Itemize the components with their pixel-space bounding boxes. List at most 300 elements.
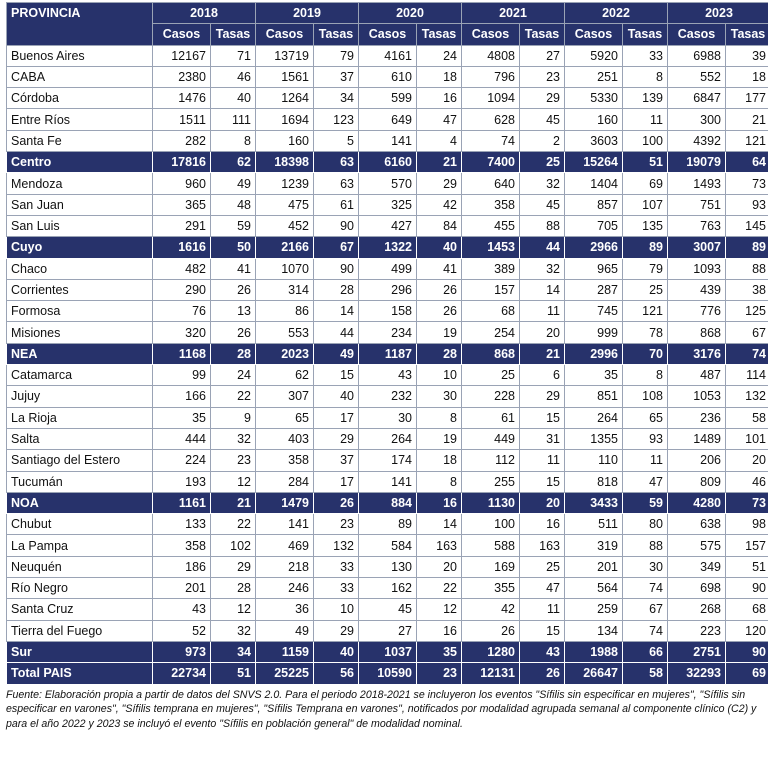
tasas-cell: 108 (623, 386, 668, 407)
casos-cell: 857 (565, 194, 623, 215)
tasas-cell: 5 (314, 130, 359, 151)
casos-cell: 218 (256, 556, 314, 577)
casos-cell: 3603 (565, 130, 623, 151)
tasas-cell: 62 (211, 152, 256, 173)
casos-cell: 27 (359, 620, 417, 641)
province-name: Tierra del Fuego (7, 620, 153, 641)
tasas-cell: 22 (417, 578, 462, 599)
tasas-cell: 11 (520, 599, 565, 620)
casos-cell: 6847 (668, 88, 726, 109)
table-row (7, 620, 768, 641)
tasas-cell: 61 (314, 194, 359, 215)
casos-cell: 452 (256, 215, 314, 236)
tasas-cell: 50 (211, 237, 256, 258)
tasas-cell: 25 (520, 152, 565, 173)
casos-cell: 76 (153, 301, 211, 322)
tasas-cell: 107 (623, 194, 668, 215)
tasas-cell: 22 (211, 514, 256, 535)
tasas-cell: 90 (726, 641, 768, 662)
casos-cell: 3007 (668, 237, 726, 258)
tasas-cell: 78 (623, 322, 668, 343)
tasas-cell: 18 (726, 66, 768, 87)
table-row (7, 258, 768, 279)
casos-cell: 7400 (462, 152, 520, 173)
casos-cell: 325 (359, 194, 417, 215)
tasas-header: Tasas (417, 24, 462, 45)
tasas-cell: 79 (623, 258, 668, 279)
casos-cell: 1280 (462, 641, 520, 662)
tasas-cell: 40 (211, 88, 256, 109)
table-row (7, 173, 768, 194)
tasas-cell: 63 (314, 173, 359, 194)
tasas-cell: 121 (623, 301, 668, 322)
tasas-header: Tasas (520, 24, 565, 45)
tasas-cell: 29 (417, 173, 462, 194)
tasas-cell: 35 (417, 641, 462, 662)
table-row (7, 471, 768, 492)
tasas-header: Tasas (726, 24, 768, 45)
tasas-cell: 65 (623, 407, 668, 428)
tasas-cell: 23 (211, 450, 256, 471)
tasas-cell: 89 (726, 237, 768, 258)
tasas-cell: 51 (623, 152, 668, 173)
table-header (7, 3, 768, 46)
tasas-cell: 33 (314, 556, 359, 577)
casos-cell: 26 (462, 620, 520, 641)
casos-cell: 45 (359, 599, 417, 620)
casos-cell: 160 (256, 130, 314, 151)
tasas-cell: 47 (520, 578, 565, 599)
region-name: NOA (7, 492, 153, 513)
casos-cell: 1322 (359, 237, 417, 258)
region-name: Sur (7, 641, 153, 662)
casos-cell: 4392 (668, 130, 726, 151)
table-row (7, 215, 768, 236)
table-row (7, 130, 768, 151)
tasas-cell: 23 (417, 663, 462, 684)
tasas-cell: 29 (520, 88, 565, 109)
region-subtotal-row (7, 343, 768, 364)
casos-cell: 284 (256, 471, 314, 492)
casos-cell: 868 (462, 343, 520, 364)
tasas-cell: 93 (726, 194, 768, 215)
table-row (7, 599, 768, 620)
tasas-cell: 21 (726, 109, 768, 130)
tasas-cell: 135 (623, 215, 668, 236)
casos-cell: 1239 (256, 173, 314, 194)
casos-cell: 223 (668, 620, 726, 641)
casos-cell: 228 (462, 386, 520, 407)
tasas-cell: 19 (417, 322, 462, 343)
tasas-cell: 177 (726, 88, 768, 109)
tasas-cell: 139 (623, 88, 668, 109)
tasas-cell: 58 (623, 663, 668, 684)
casos-cell: 2996 (565, 343, 623, 364)
tasas-cell: 8 (417, 471, 462, 492)
casos-cell: 705 (565, 215, 623, 236)
tasas-cell: 111 (211, 109, 256, 130)
tasas-cell: 23 (520, 66, 565, 87)
casos-cell: 296 (359, 279, 417, 300)
casos-cell: 259 (565, 599, 623, 620)
casos-cell: 61 (462, 407, 520, 428)
casos-cell: 5330 (565, 88, 623, 109)
tasas-cell: 26 (417, 301, 462, 322)
casos-header: Casos (359, 24, 417, 45)
tasas-cell: 16 (520, 514, 565, 535)
casos-cell: 745 (565, 301, 623, 322)
casos-cell: 1187 (359, 343, 417, 364)
tasas-cell: 29 (520, 386, 565, 407)
province-name: Entre Ríos (7, 109, 153, 130)
tasas-cell: 163 (417, 535, 462, 556)
casos-cell: 1476 (153, 88, 211, 109)
region-subtotal-row (7, 492, 768, 513)
province-name: Río Negro (7, 578, 153, 599)
region-subtotal-row (7, 152, 768, 173)
casos-cell: 475 (256, 194, 314, 215)
casos-cell: 112 (462, 450, 520, 471)
tasas-cell: 132 (314, 535, 359, 556)
casos-cell: 35 (153, 407, 211, 428)
casos-cell: 403 (256, 428, 314, 449)
tasas-cell: 30 (417, 386, 462, 407)
tasas-header: Tasas (211, 24, 256, 45)
casos-cell: 469 (256, 535, 314, 556)
casos-cell: 868 (668, 322, 726, 343)
province-name: Chubut (7, 514, 153, 535)
casos-cell: 193 (153, 471, 211, 492)
tasas-cell: 145 (726, 215, 768, 236)
casos-cell: 43 (359, 365, 417, 386)
casos-cell: 2380 (153, 66, 211, 87)
tasas-cell: 28 (211, 343, 256, 364)
casos-cell: 1355 (565, 428, 623, 449)
casos-cell: 1561 (256, 66, 314, 87)
tasas-cell: 71 (211, 45, 256, 66)
casos-cell: 564 (565, 578, 623, 599)
casos-cell: 973 (153, 641, 211, 662)
casos-header: Casos (462, 24, 520, 45)
tasas-cell: 45 (520, 194, 565, 215)
casos-cell: 12167 (153, 45, 211, 66)
casos-cell: 649 (359, 109, 417, 130)
province-name: Santa Fe (7, 130, 153, 151)
total-label: Total PAIS (7, 663, 153, 684)
casos-cell: 449 (462, 428, 520, 449)
casos-cell: 1053 (668, 386, 726, 407)
tasas-cell: 15 (520, 620, 565, 641)
tasas-cell: 44 (520, 237, 565, 258)
casos-cell: 482 (153, 258, 211, 279)
tasas-cell: 79 (314, 45, 359, 66)
casos-cell: 6988 (668, 45, 726, 66)
tasas-cell: 69 (726, 663, 768, 684)
tasas-cell: 67 (314, 237, 359, 258)
tasas-cell: 46 (211, 66, 256, 87)
tasas-cell: 26 (314, 492, 359, 513)
casos-cell: 4161 (359, 45, 417, 66)
province-column-header: PROVINCIA (7, 3, 153, 46)
tasas-cell: 56 (314, 663, 359, 684)
table-row (7, 407, 768, 428)
year-header: 2020 (359, 3, 462, 24)
tasas-cell: 24 (417, 45, 462, 66)
casos-cell: 320 (153, 322, 211, 343)
casos-cell: 162 (359, 578, 417, 599)
region-name: Centro (7, 152, 153, 173)
tasas-cell: 38 (726, 279, 768, 300)
province-name: La Rioja (7, 407, 153, 428)
tasas-cell: 69 (623, 173, 668, 194)
tasas-cell: 28 (417, 343, 462, 364)
casos-cell: 15264 (565, 152, 623, 173)
tasas-cell: 22 (211, 386, 256, 407)
tasas-cell: 21 (520, 343, 565, 364)
casos-cell: 68 (462, 301, 520, 322)
province-name: San Juan (7, 194, 153, 215)
tasas-cell: 26 (211, 322, 256, 343)
tasas-cell: 120 (726, 620, 768, 641)
casos-cell: 5920 (565, 45, 623, 66)
tasas-cell: 11 (623, 109, 668, 130)
tasas-cell: 25 (623, 279, 668, 300)
casos-cell: 1037 (359, 641, 417, 662)
casos-cell: 52 (153, 620, 211, 641)
year-header: 2022 (565, 3, 668, 24)
casos-cell: 1511 (153, 109, 211, 130)
casos-cell: 2751 (668, 641, 726, 662)
casos-cell: 358 (462, 194, 520, 215)
tasas-cell: 59 (211, 215, 256, 236)
tasas-cell: 100 (623, 130, 668, 151)
tasas-cell: 37 (314, 450, 359, 471)
tasas-cell: 70 (623, 343, 668, 364)
casos-cell: 427 (359, 215, 417, 236)
casos-cell: 1988 (565, 641, 623, 662)
year-header: 2021 (462, 3, 565, 24)
table-body (7, 45, 768, 684)
table-row (7, 428, 768, 449)
year-header: 2018 (153, 3, 256, 24)
tasas-cell: 16 (417, 492, 462, 513)
casos-cell: 1453 (462, 237, 520, 258)
tasas-cell: 51 (211, 663, 256, 684)
tasas-cell: 16 (417, 620, 462, 641)
casos-cell: 236 (668, 407, 726, 428)
casos-cell: 809 (668, 471, 726, 492)
tasas-cell: 20 (726, 450, 768, 471)
table-row (7, 279, 768, 300)
casos-cell: 584 (359, 535, 417, 556)
casos-cell: 4808 (462, 45, 520, 66)
casos-cell: 365 (153, 194, 211, 215)
tasas-cell: 32 (520, 173, 565, 194)
casos-cell: 796 (462, 66, 520, 87)
casos-cell: 62 (256, 365, 314, 386)
tasas-cell: 89 (623, 237, 668, 258)
tasas-cell: 15 (520, 471, 565, 492)
tasas-cell: 19 (417, 428, 462, 449)
casos-cell: 1093 (668, 258, 726, 279)
tasas-cell: 29 (314, 428, 359, 449)
province-name: Mendoza (7, 173, 153, 194)
tasas-cell: 90 (314, 258, 359, 279)
tasas-cell: 24 (211, 365, 256, 386)
casos-cell: 4280 (668, 492, 726, 513)
tasas-cell: 20 (520, 492, 565, 513)
casos-cell: 99 (153, 365, 211, 386)
province-name: Salta (7, 428, 153, 449)
casos-cell: 169 (462, 556, 520, 577)
tasas-cell: 88 (520, 215, 565, 236)
casos-cell: 1616 (153, 237, 211, 258)
tasas-cell: 4 (417, 130, 462, 151)
casos-cell: 25 (462, 365, 520, 386)
casos-cell: 287 (565, 279, 623, 300)
casos-cell: 290 (153, 279, 211, 300)
tasas-cell: 16 (417, 88, 462, 109)
casos-cell: 552 (668, 66, 726, 87)
casos-cell: 575 (668, 535, 726, 556)
tasas-cell: 12 (211, 471, 256, 492)
tasas-cell: 41 (417, 258, 462, 279)
tasas-cell: 163 (520, 535, 565, 556)
tasas-cell: 28 (211, 578, 256, 599)
province-name: Corrientes (7, 279, 153, 300)
casos-cell: 43 (153, 599, 211, 620)
tasas-cell: 132 (726, 386, 768, 407)
tasas-cell: 47 (417, 109, 462, 130)
tasas-cell: 66 (623, 641, 668, 662)
tasas-cell: 88 (726, 258, 768, 279)
casos-cell: 255 (462, 471, 520, 492)
tasas-cell: 33 (623, 45, 668, 66)
tasas-cell: 11 (520, 301, 565, 322)
casos-header: Casos (256, 24, 314, 45)
tasas-cell: 28 (314, 279, 359, 300)
tasas-cell: 93 (623, 428, 668, 449)
casos-cell: 42 (462, 599, 520, 620)
casos-cell: 246 (256, 578, 314, 599)
tasas-cell: 26 (211, 279, 256, 300)
casos-cell: 698 (668, 578, 726, 599)
casos-cell: 12131 (462, 663, 520, 684)
casos-cell: 1130 (462, 492, 520, 513)
tasas-cell: 8 (211, 130, 256, 151)
region-name: Cuyo (7, 237, 153, 258)
casos-cell: 13719 (256, 45, 314, 66)
tasas-cell: 12 (417, 599, 462, 620)
casos-cell: 1168 (153, 343, 211, 364)
tasas-cell: 102 (211, 535, 256, 556)
tasas-cell: 8 (417, 407, 462, 428)
tasas-cell: 73 (726, 492, 768, 513)
region-subtotal-row (7, 641, 768, 662)
tasas-cell: 17 (314, 407, 359, 428)
casos-cell: 10590 (359, 663, 417, 684)
table-row (7, 301, 768, 322)
casos-cell: 291 (153, 215, 211, 236)
tasas-cell: 74 (623, 578, 668, 599)
tasas-cell: 6 (520, 365, 565, 386)
province-name: La Pampa (7, 535, 153, 556)
casos-cell: 232 (359, 386, 417, 407)
casos-cell: 1479 (256, 492, 314, 513)
casos-cell: 439 (668, 279, 726, 300)
casos-cell: 884 (359, 492, 417, 513)
casos-cell: 349 (668, 556, 726, 577)
casos-cell: 264 (565, 407, 623, 428)
tasas-cell: 12 (211, 599, 256, 620)
tasas-cell: 26 (520, 663, 565, 684)
table-row (7, 194, 768, 215)
casos-cell: 22734 (153, 663, 211, 684)
tasas-cell: 29 (314, 620, 359, 641)
casos-cell: 86 (256, 301, 314, 322)
tasas-cell: 88 (623, 535, 668, 556)
year-header-row (7, 3, 768, 24)
tasas-cell: 90 (314, 215, 359, 236)
year-header: 2023 (668, 3, 768, 24)
casos-cell: 640 (462, 173, 520, 194)
province-name: Tucumán (7, 471, 153, 492)
province-name: Córdoba (7, 88, 153, 109)
tasas-cell: 67 (623, 599, 668, 620)
tasas-cell: 33 (314, 578, 359, 599)
tasas-cell: 9 (211, 407, 256, 428)
tasas-cell: 8 (623, 66, 668, 87)
casos-cell: 18398 (256, 152, 314, 173)
casos-cell: 141 (359, 130, 417, 151)
tasas-cell: 40 (314, 386, 359, 407)
casos-cell: 358 (153, 535, 211, 556)
table-row (7, 88, 768, 109)
casos-cell: 74 (462, 130, 520, 151)
casos-cell: 965 (565, 258, 623, 279)
casos-cell: 133 (153, 514, 211, 535)
tasas-cell: 31 (520, 428, 565, 449)
casos-cell: 25225 (256, 663, 314, 684)
tasas-cell: 10 (417, 365, 462, 386)
casos-cell: 89 (359, 514, 417, 535)
casos-cell: 1094 (462, 88, 520, 109)
casos-cell: 141 (359, 471, 417, 492)
casos-cell: 268 (668, 599, 726, 620)
tasas-cell: 20 (520, 322, 565, 343)
casos-cell: 628 (462, 109, 520, 130)
casos-cell: 358 (256, 450, 314, 471)
table-row (7, 514, 768, 535)
tasas-cell: 90 (726, 578, 768, 599)
province-name: Santa Cruz (7, 599, 153, 620)
province-name: Jujuy (7, 386, 153, 407)
tasas-cell: 23 (314, 514, 359, 535)
tasas-cell: 26 (417, 279, 462, 300)
province-name: Santiago del Estero (7, 450, 153, 471)
region-name: NEA (7, 343, 153, 364)
syphilis-cases-table (6, 2, 768, 685)
province-name: Misiones (7, 322, 153, 343)
region-subtotal-row (7, 237, 768, 258)
tasas-cell: 27 (520, 45, 565, 66)
tasas-cell: 32 (211, 620, 256, 641)
casos-cell: 1404 (565, 173, 623, 194)
casos-cell: 224 (153, 450, 211, 471)
casos-cell: 307 (256, 386, 314, 407)
report-section (6, 2, 766, 731)
tasas-cell: 21 (417, 152, 462, 173)
